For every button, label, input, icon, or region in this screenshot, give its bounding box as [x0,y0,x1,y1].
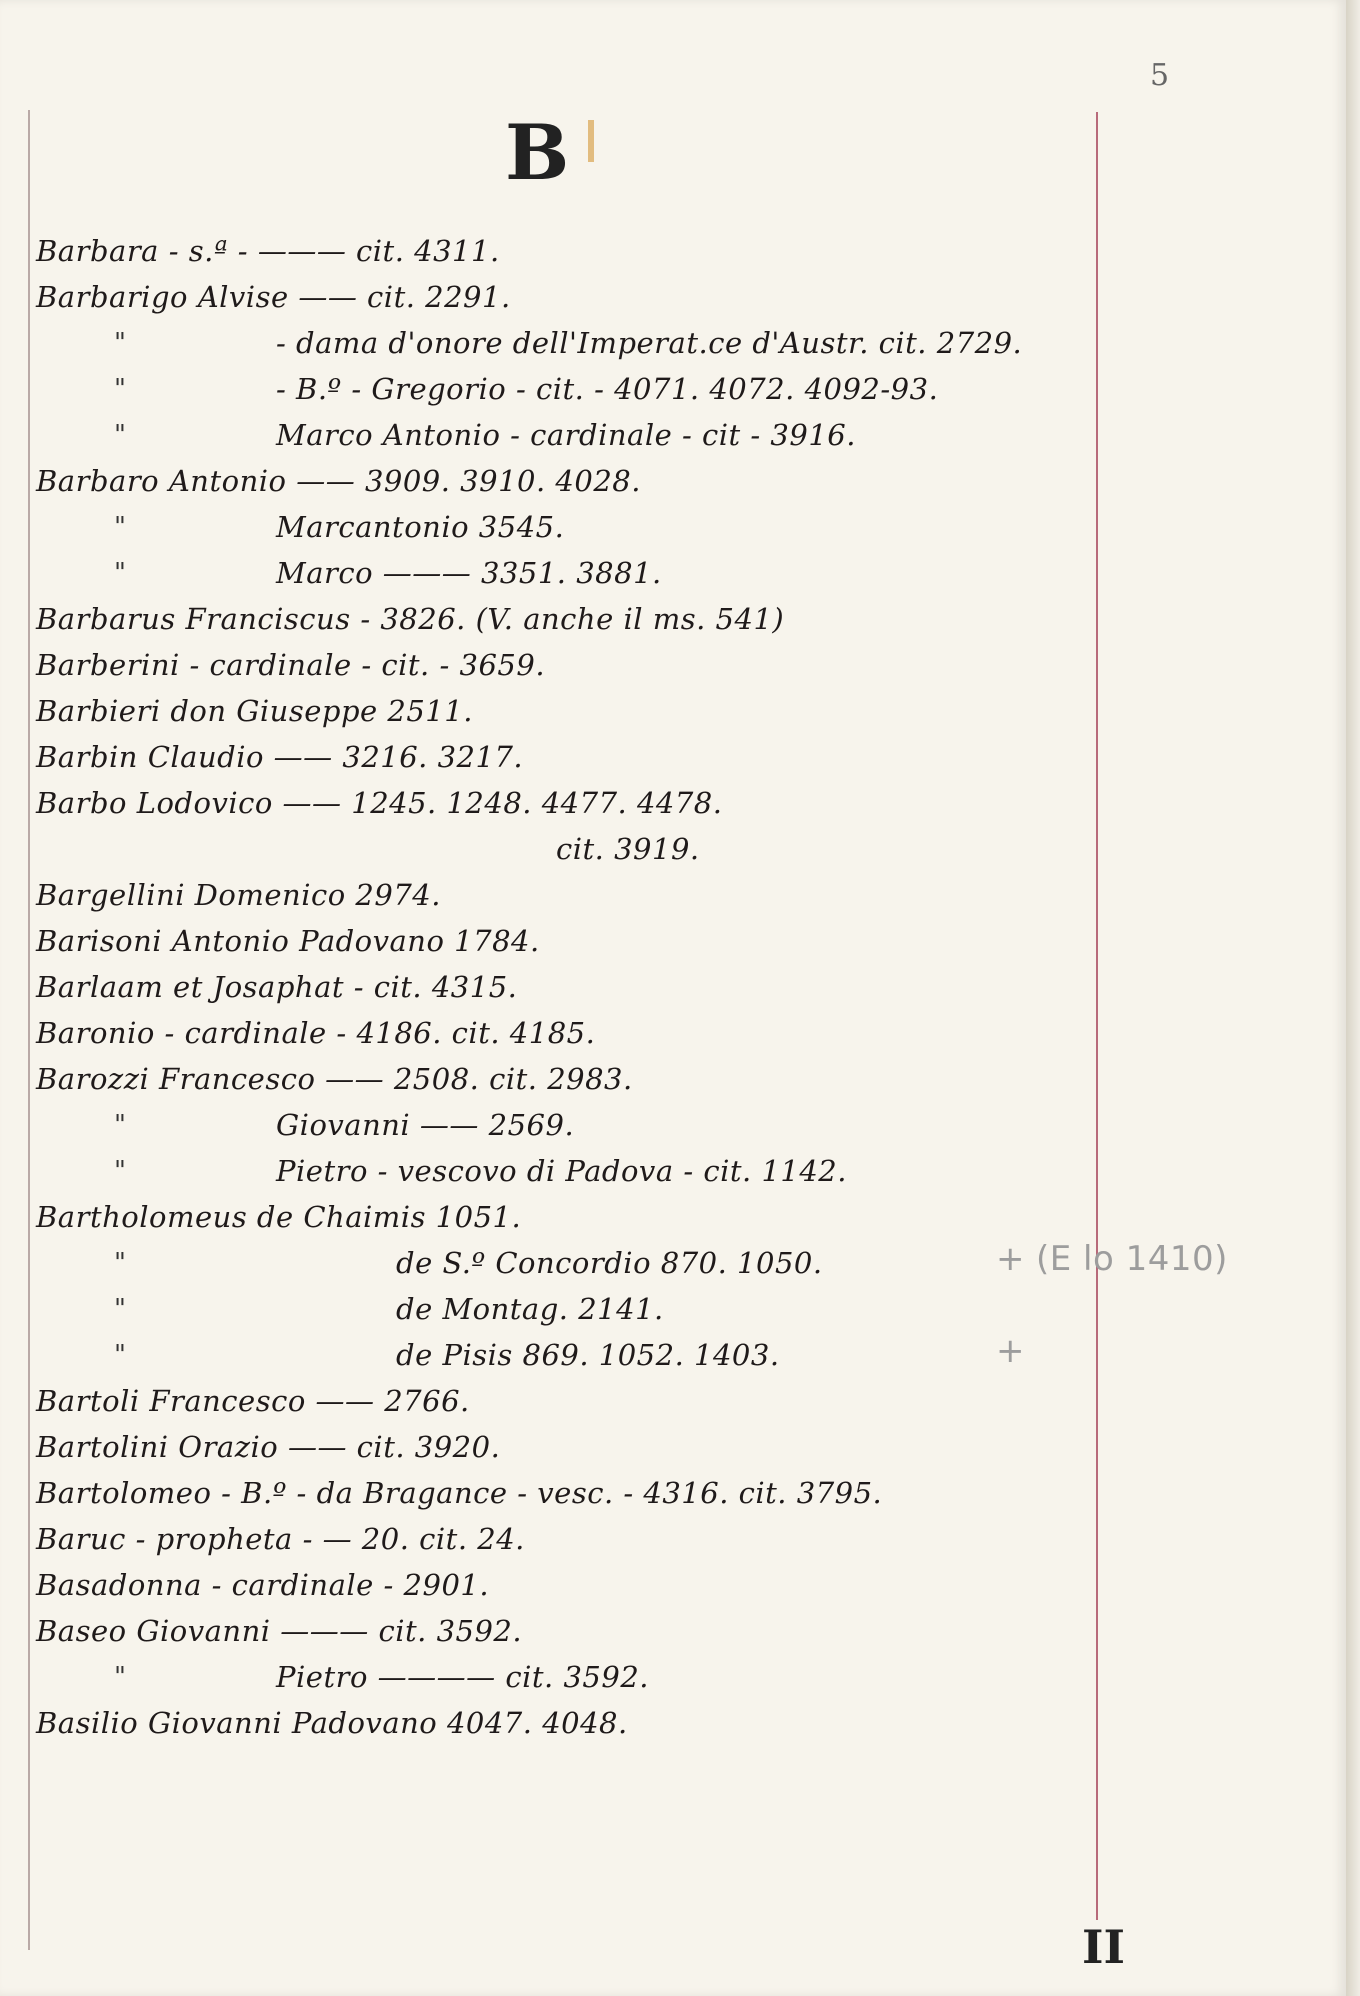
index-entry [36,228,1196,274]
ditto-mark: " [114,328,127,358]
index-entry [36,1194,1196,1240]
ditto-mark: " [114,512,127,542]
entry-text: Baronio - cardinale - 4186. cit. 4185. [36,1016,596,1050]
index-entry [36,964,1196,1010]
entry-text: Basadonna - cardinale - 2901. [36,1568,490,1602]
left-margin-rule [28,110,30,1950]
ditto-mark: " [114,1662,127,1692]
ditto-mark: " [114,1156,127,1186]
folio-marker: II [1082,1920,1126,1974]
entry-text: - B.º - Gregorio - cit. - 4071. 4072. 4092-93. [276,372,939,406]
entry-text: Barozzi Francesco —— 2508. cit. 2983. [36,1062,633,1096]
index-entry [36,1424,1196,1470]
entry-text: Marco ——— 3351. 3881. [276,556,662,590]
entry-text: cit. 3919. [556,832,700,866]
index-entry [36,1148,1196,1194]
index-entry [36,320,1196,366]
pencil-annotation: (E lo 1410) [1036,1239,1228,1279]
entry-text: Baseo Giovanni ——— cit. 3592. [36,1614,523,1648]
index-entry [36,458,1196,504]
entry-text: - dama d'onore dell'Imperat.ce d'Austr. cit. 2729. [276,326,1023,360]
index-entry [36,1102,1196,1148]
index-entry [36,366,1196,412]
index-entry [36,1470,1196,1516]
index-entry [36,1239,1228,1286]
entry-text: Barbin Claudio —— 3216. 3217. [36,740,524,774]
index-entries [36,228,1228,1746]
index-entry [36,872,1196,918]
entry-text: Bartoli Francesco —— 2766. [36,1384,470,1418]
entry-text: Barisoni Antonio Padovano 1784. [36,924,540,958]
pencil-annotation: + [996,1239,1025,1279]
entry-text: Bartolomeo - B.º - da Bragance - vesc. - 4316. cit. 3795. [36,1476,883,1510]
entry-text: Barbara - s.ª - ——— cit. 4311. [36,234,500,268]
entry-text: Baruc - propheta - — 20. cit. 24. [36,1522,525,1556]
entry-text: Marcantonio 3545. [276,510,565,544]
index-entry [36,274,1196,320]
entry-text: Giovanni —— 2569. [276,1108,575,1142]
index-entry [36,1608,1196,1654]
entry-text: Bartolini Orazio —— cit. 3920. [36,1430,501,1464]
entry-text: Barbarus Franciscus - 3826. (V. anche il ms. 541) [36,602,785,636]
index-entry [36,596,1196,642]
ditto-mark: " [114,1110,127,1140]
entry-text: Barbaro Antonio —— 3909. 3910. 4028. [36,464,641,498]
entry-text: Pietro - vescovo di Padova - cit. 1142. [276,1154,847,1188]
entry-text: Barbo Lodovico —— 1245. 1248. 4477. 4478. [36,786,723,820]
index-entry [36,1056,1196,1102]
index-entry [36,412,1196,458]
index-entry [36,1286,1196,1332]
entry-text: Barbieri don Giuseppe 2511. [36,694,473,728]
index-entry [36,504,1196,550]
ditto-mark: " [114,1340,127,1370]
index-entry [36,1654,1196,1700]
section-letter: B [505,108,570,197]
index-entry [36,688,1196,734]
index-entry [36,1332,1196,1378]
index-entry [36,780,1196,826]
index-entry [36,642,1196,688]
ditto-mark: " [114,558,127,588]
entry-text: de Montag. 2141. [396,1292,664,1326]
ditto-mark: " [114,1294,127,1324]
index-entry [36,1010,1196,1056]
index-entry [36,550,1196,596]
page-number: 5 [1150,58,1170,93]
index-entry [36,1700,1196,1746]
index-entry [36,918,1196,964]
entry-text: Barlaam et Josaphat - cit. 4315. [36,970,518,1004]
index-entry [36,1516,1196,1562]
pencil-annotation: + [996,1331,1025,1371]
entry-text: de Pisis 869. 1052. 1403. [396,1338,780,1372]
entry-text: Bargellini Domenico 2974. [36,878,441,912]
index-entry [36,1562,1196,1608]
page-edge [1346,0,1360,1996]
ink-mark [588,120,594,162]
entry-text: Marco Antonio - cardinale - cit - 3916. [276,418,856,452]
ditto-mark: " [114,1248,127,1278]
entry-text: Basilio Giovanni Padovano 4047. 4048. [36,1706,628,1740]
index-entry [36,826,1196,872]
entry-text: Barbarigo Alvise —— cit. 2291. [36,280,511,314]
ditto-mark: " [114,374,127,404]
index-entry [36,734,1196,780]
entry-text: Bartholomeus de Chaimis 1051. [36,1200,522,1234]
ditto-mark: " [114,420,127,450]
entry-text: Pietro ———— cit. 3592. [276,1660,649,1694]
entry-text: de S.º Concordio 870. 1050. [396,1246,823,1280]
index-entry [36,1378,1196,1424]
entry-text: Barberini - cardinale - cit. - 3659. [36,648,546,682]
